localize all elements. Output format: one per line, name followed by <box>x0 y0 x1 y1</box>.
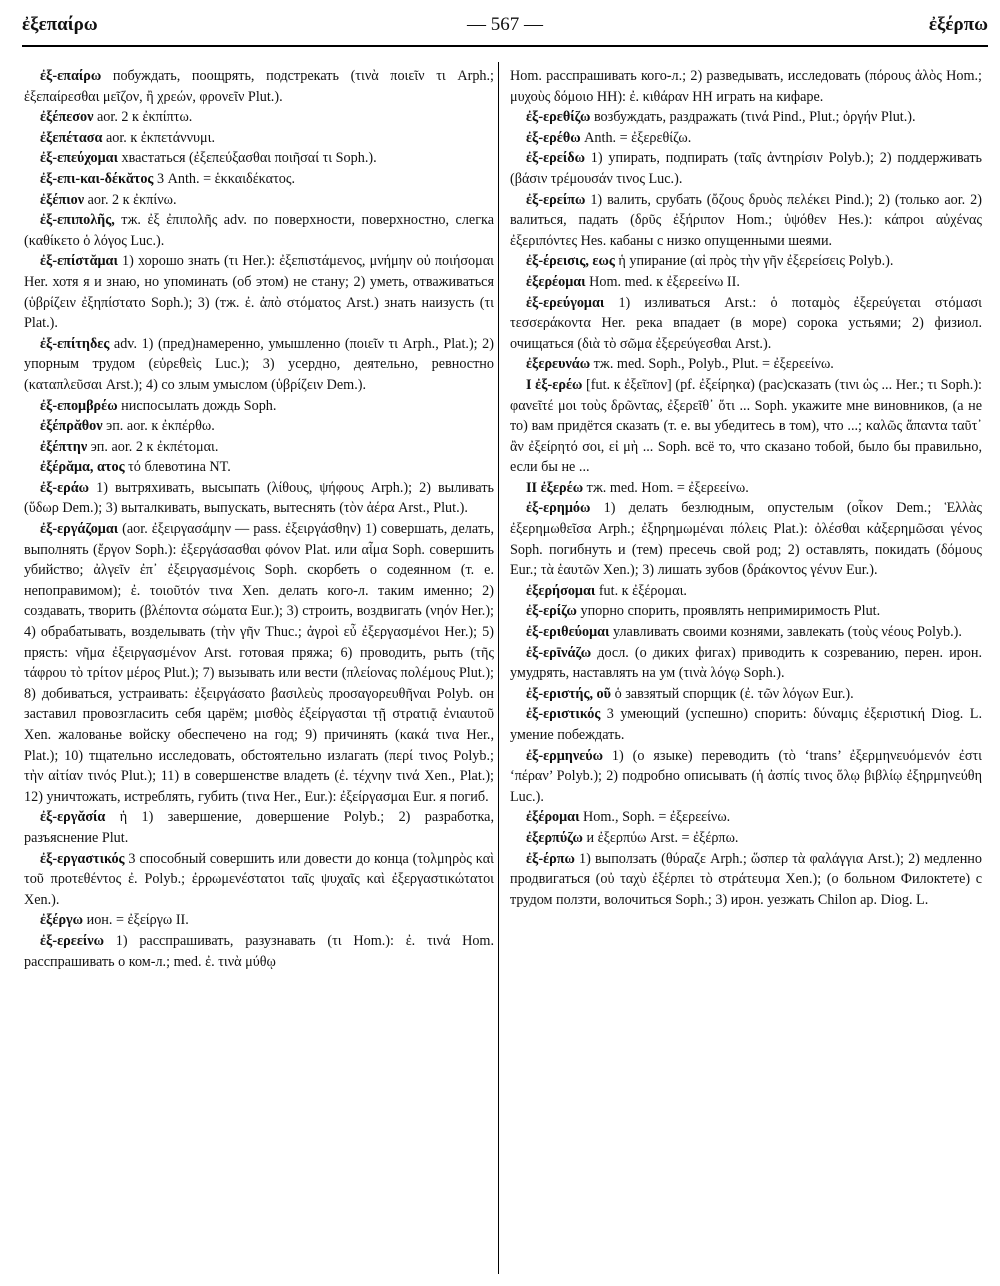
page-number: — 567 — <box>467 14 543 35</box>
dictionary-entry <box>24 169 494 190</box>
entry-definition: ἡ 1) завершение, довершение Polyb.; 2) разработка, разъяснение Plut. <box>24 809 494 846</box>
dictionary-entry <box>24 478 494 519</box>
entry-headword: ἐξ-επιπολῆς, <box>40 212 115 229</box>
dictionary-entry <box>24 66 494 107</box>
dictionary-entry <box>510 498 982 580</box>
entry-headword: ἐξερπύζω <box>526 829 583 846</box>
dictionary-entry <box>24 519 494 807</box>
entry-headword: ἐξ-ερίζω <box>526 603 577 620</box>
dictionary-entry <box>24 457 494 478</box>
entry-definition: эп. aor. к ἐκπέρθω. <box>102 418 215 435</box>
entry-definition: 1) изливаться Arst.: ὁ ποταμὸς ἐξερεύγεται στόμασι τεσσεράκοντα Her. река впадает (в море) сорока устьями; 2) физиол. очищаться (διὰ τὸ σῶμα ἐξερεύγεσθαι Arst.). <box>510 294 982 352</box>
entry-headword: ἐξερέομαι <box>526 273 586 290</box>
dictionary-entry <box>510 148 982 189</box>
entry-definition: ниспосылать дождь Soph. <box>117 397 277 414</box>
entry-headword: ἐξ-ερεύγομαι <box>526 294 605 311</box>
entry-headword: ἐξέρομαι <box>526 809 580 826</box>
header-left-catchword: ἐξεπαίρω <box>22 14 98 35</box>
entry-definition: aor. 2 к ἐκπίνω. <box>84 191 177 208</box>
entry-headword: ἐξ-ερημόω <box>526 500 591 517</box>
entry-headword: ἐξ-ερμηνεύω <box>526 747 603 764</box>
entry-definition: ὁ завзятый спорщик (ἐ. τῶν λόγων Eur.). <box>611 685 854 702</box>
dictionary-entry <box>24 210 494 251</box>
dictionary-entry <box>24 190 494 211</box>
entry-headword: ἐξερευνάω <box>526 356 591 373</box>
entry-definition: adv. 1) (пред)намеренно, умышленно (ποιεῖν τι Arph., Plat.); 2) упорным трудом (εὑρεθεὶς Luc.); 3) усердно, деятельно, ревностно (καταπλεῦσαι Arst.); 4) со злым умыслом (ὑβρίζειν Dem.). <box>24 335 494 393</box>
dictionary-entry <box>510 272 982 293</box>
entry-headword: ἐξ-ερεθίζω <box>526 109 591 126</box>
entry-headword: ἐξ-επομβρέω <box>40 397 118 414</box>
header-right-catchword: ἐξέρπω <box>928 14 988 35</box>
entry-definition: 1) упирать, подпирать (ταῖς ἀντηρίσιν Polyb.); 2) поддерживать (βάσιν τρέμουσάν τινος Luc.). <box>510 150 982 187</box>
entry-definition: возбуждать, раздражать (τινά Pind., Plut.; ὀργήν Plut.). <box>590 109 916 126</box>
entry-definition: Anth. = ἐξερεθίζω. <box>580 129 692 146</box>
dictionary-entry <box>510 128 982 149</box>
dictionary-entry <box>24 931 494 972</box>
entry-definition: и ἐξερπύω Arst. = ἐξέρπω. <box>582 829 739 846</box>
entry-definition: хвастаться (ἐξεπεύξασθαι ποιῆσαί τι Soph.). <box>117 150 377 167</box>
dictionary-entry <box>510 849 982 911</box>
entry-headword: ἐξ-επεύχομαι <box>40 150 118 167</box>
entry-headword: ἐξερήσομαι <box>526 582 596 599</box>
entry-definition: эп. aor. 2 к ἐκπέτομαι. <box>87 438 219 455</box>
dictionary-entry <box>510 704 982 745</box>
dictionary-entry <box>24 396 494 417</box>
dictionary-entry <box>510 746 982 808</box>
dictionary-entry <box>510 478 982 499</box>
entry-headword: ἐξ-εργάζομαι <box>40 521 119 538</box>
entry-headword: ἐξέπιον <box>40 191 85 208</box>
entry-definition: тж. med. Hom. = ἐξερεείνω. <box>583 479 749 496</box>
dictionary-entry <box>24 807 494 848</box>
entry-headword: I ἐξ-ερέω <box>526 376 583 393</box>
dictionary-entry <box>510 293 982 355</box>
entry-definition: Hom. расспрашивать кого-л.; 2) разведывать, исследовать (πόρους ἁλὸς Hom.; μυχοὺς δόμοιο HH): ἐ. κιθάραν HH играть на кифаре. <box>510 68 982 105</box>
entry-headword: ἐξέργω <box>40 912 84 929</box>
entry-definition: 1) (о языке) переводить (τὸ ‘trans’ ἐξερμηνευόμενόν ἐστι ‘πέραν’ Polyb.); 2) подробно описывать (ἡ ἀσπίς τινος ὅλῳ βιβλίῳ ἐξηρμηνεύθη Luc.). <box>510 747 982 805</box>
entry-headword: ἐξεπέτασα <box>40 129 103 146</box>
header-rule <box>22 45 988 47</box>
column-divider <box>498 62 499 1274</box>
entry-definition: τό блевотина NT. <box>124 459 231 476</box>
entry-headword: ἐξ-εργᾰσία <box>40 809 106 826</box>
dictionary-entry <box>510 107 982 128</box>
dictionary-entry <box>24 416 494 437</box>
entry-definition: (aor. ἐξειργασάμην — pass. ἐξειργάσθην) 1) совершать, делать, выполнять (ἔργον Soph.): ἐξεργάσασθαι φόνον Plat. или αἷμα Soph. совершить убийство; ἀλγεῖν ἐπ᾽ ἐξειργασμένοις Soph. скорбеть о содеянном (т. е. непоправимом); ἐ. τοιοῦτόν τινα Xen. делать кого-л. таким именно; 2) создавать, творить (βλέποντα σώματα Eur.); 3) строить, воздвигать (νηόν Her.); 4) обрабатывать, возделывать (τὴν γῆν Thuc.; ἀγροὶ εὖ ἐξεργασμένοι Her.); 5) прясть: νῆμα ἐξειργασμένον Arst. готовая пряжа; 6) проводить, рыть (τῆς τάφρου τὸ τρίτον μέρος Plut.); 7) вызывать или вести (πλείονας πολέμους Plut.); 8) добиваться, устраивать: ἐξειργάσατο βασιλεὺς προσαγορευθῆναι Polyb. он заставил провозгласить себя царём; μισθὸς ἐξείργασται τῇ στρατιᾷ ἐνιαυτοῦ Xen. жалованье войску обеспечено на год; 9) причинять (κακά τινα Her., Plat.); 10) тщательно исследовать, обстоятельно излагать (περί τινος Polyb.; τὴν αἰτίαν τινός Plut.); 11) в совершенстве владеть (ἐ. τέχνην τινά Xen., Plat.); 12) уничтожать, истреблять, губить (τινα Her., Eur.): ἐξείργασμαι Eur. я погиб. <box>24 521 494 805</box>
dictionary-entry <box>24 148 494 169</box>
entry-definition: Hom. med. к ἐξερεείνω II. <box>585 273 740 290</box>
entry-definition: 1) вытряхивать, высыпать (λίθους, ψήφους Arph.); 2) выливать (ὕδωρ Dem.); 3) выталкивать, выпускать, вытеснять (τὸν ἀέρα Arst., Plut.). <box>24 479 494 517</box>
entry-definition: упорно спорить, проявлять непримиримость Plut. <box>576 603 881 620</box>
entry-definition: побуждать, поощрять, подстрекать (τινὰ ποιεῖν τι Arph.; ἐξεπαίρεσθαι μεῖζον, ἢ χρεών, φρονεῖν Plut.). <box>24 68 494 105</box>
entry-definition: досл. (о диких фигах) приводить к созреванию, перен. ирон. умудрять, наставлять на ум (τινὰ λόγῳ Soph.). <box>510 644 982 682</box>
right-column <box>510 66 982 910</box>
dictionary-entry <box>510 66 982 107</box>
page-header <box>22 10 988 40</box>
entry-definition: тж. med. Soph., Polyb., Plut. = ἐξερεείνω. <box>590 356 834 373</box>
dictionary-entry <box>24 128 494 149</box>
dictionary-entry <box>510 375 982 478</box>
dictionary-entry <box>510 622 982 643</box>
entry-definition: ион. = ἐξείργω II. <box>83 912 189 929</box>
entry-definition: [fut. к ἐξεῖπον] (pf. ἐξείρηκα) (рас)сказать (τινι ὡς ... Her.; τι Soph.): φανεῖτέ μοι τοὺς δρῶντας, ἐξερεῖθ᾽ ὅτι ... Soph. укажите мне виновников, (а не то) вам придётся сказать (т. е. вы убедитесь в том), что ...; καλῶς ἅπαντα ταῦτ᾽ ἂν ἐξείρητό σοι, εἰ μὴ ... Soph. всё то, что сказано тобой, было бы правильно, если бы не ... <box>510 376 982 476</box>
entry-headword: II ἐξερέω <box>526 479 584 496</box>
entry-definition: ἡ упирание (αἱ πρὸς τὴν γῆν ἐξερείσεις Polyb.). <box>614 253 894 270</box>
dictionary-entry <box>510 601 982 622</box>
dictionary-entry <box>510 643 982 684</box>
entry-headword: ἐξέπτην <box>40 438 88 455</box>
dictionary-entry <box>510 807 982 828</box>
dictionary-entry <box>510 354 982 375</box>
entry-headword: ἐξ-ερείπω <box>526 191 586 208</box>
entry-headword: ἐξ-επίτηδες <box>40 335 110 352</box>
entry-headword: ἐξέρᾰμα, ατος <box>40 459 125 476</box>
entry-definition: 1) хорошо знать (τι Her.): ἐξεπιστάμενος, μνήμην οὐ ποιήσομαι Her. хотя я и знаю, но упоминать (об этом) не стану; 2) уметь, отваживаться (ὑβρίζειν ἐξηπίστατο Soph.); 3) (тж. ἐ. ἀπὸ στόματος Arst.) знать наизусть (τι Plat.). <box>24 253 494 332</box>
entry-definition: aor. 2 к ἐκπίπτω. <box>93 109 193 126</box>
entry-headword: ἐξέπρᾰθον <box>40 418 103 435</box>
dictionary-entry <box>24 107 494 128</box>
entry-definition: Hom., Soph. = ἐξερεείνω. <box>579 809 731 826</box>
dictionary-entry <box>510 828 982 849</box>
entry-headword: ἐξ-ερῑνάζω <box>526 644 592 661</box>
entry-headword: ἐξέπεσον <box>40 109 94 126</box>
entry-headword: ἐξ-ερείδω <box>526 150 585 167</box>
entry-definition: 3 умеющий (успешно) спорить: δύναμις ἐξεριστική Diog. L. умение побеждать. <box>510 706 982 743</box>
entry-headword: ἐξ-εράω <box>40 479 90 496</box>
entry-headword: ἐξ-ερέθω <box>526 129 581 146</box>
entry-headword: ἐξ-επι-και-δέκᾰτος <box>40 170 154 187</box>
entry-definition: fut. к ἐξέρομαι. <box>595 582 687 599</box>
dictionary-entry <box>510 251 982 272</box>
entry-definition: 1) выползать (θύραζε Arph.; ὥσπερ τὰ φαλάγγια Arst.); 2) медленно продвигаться (οὐ ταχὺ ἐξέρπει τὸ στράτευμα Xen.); (о больном Филоктете) с трудом ползти, волочиться Soph.; 3) ирон. уезжать Chilon ap. Diog. L. <box>510 850 982 908</box>
entry-definition: 1) делать безлюдным, опустелым (οἶκον Dem.; Ἑλλὰς ἐξερημωθεῖσα Arph.; ἐξηρημωμέναι πόλεις Plat.): ὀλέσθαι κἀξερημῶσαι γένος Soph. погибнуть и (тем) пресечь свой род; 2) оставлять, покидать (δόμους Eur.; τὰ ἑαυτῶν Xen.); 3) лишать зубов (δράκοντος γένυν Eur.). <box>510 500 982 579</box>
dictionary-entry <box>510 190 982 252</box>
dictionary-entry <box>24 849 494 911</box>
entry-headword: ἐξ-εργαστικός <box>40 850 125 867</box>
entry-headword: ἐξ-εριθεύομαι <box>526 624 610 641</box>
entry-definition: aor. к ἐκπετάννυμι. <box>102 129 215 146</box>
entry-headword: ἐξ-ερεείνω <box>40 932 104 949</box>
dictionary-entry <box>510 581 982 602</box>
dictionary-entry <box>24 910 494 931</box>
entry-definition: 1) расспрашивать, разузнавать (τι Hom.): ἐ. τινά Hom. расспрашивать о ком-л.; med. ἐ. τινὰ μύθῳ <box>24 932 494 970</box>
entry-definition: улавливать своими кознями, завлекать (τοὺς νέους Polyb.). <box>609 624 962 641</box>
entry-definition: 1) валить, срубать (ὄζους δρυὸς πελέκει Pind.); 2) (только aor. 2) валиться, падать (δρῦς ἐξήριπον Hom.; ὑψόθεν Hes.): κάπροι αὐχένας ἐξεριπόντες Hes. кабаны с низко опущенными шеями. <box>510 191 982 249</box>
dictionary-entry <box>510 684 982 705</box>
dictionary-entry <box>24 437 494 458</box>
entry-headword: ἐξ-έρεισις, εως <box>526 253 615 270</box>
entry-headword: ἐξ-επίστᾰμαι <box>40 253 118 270</box>
dictionary-entry <box>24 334 494 396</box>
entry-headword: ἐξ-εριστής, οῦ <box>526 685 612 702</box>
entry-headword: ἐξ-επαίρω <box>40 68 102 84</box>
entry-headword: ἐξ-εριστικός <box>526 706 601 723</box>
entry-headword: ἐξ-έρπω <box>526 850 575 867</box>
entry-definition: тж. ἐξ ἐπιπολῆς adv. по поверхности, поверхностно, слегка (καθίκετο ὁ λόγος Luc.). <box>24 212 494 249</box>
entry-definition: 3 способный совершить или довести до конца (τολμηρὸς καὶ τοῦ προτεθέντος ἐ. Polyb.; ἐρρωμενέστατοι ταῖς ψυχαῖς καὶ ἐξεργαστικώτατοι Xen.). <box>24 850 494 908</box>
entry-definition: 3 Anth. = ἑκκαιδέκατος. <box>153 170 296 187</box>
left-column <box>24 66 494 972</box>
dictionary-entry <box>24 251 494 333</box>
